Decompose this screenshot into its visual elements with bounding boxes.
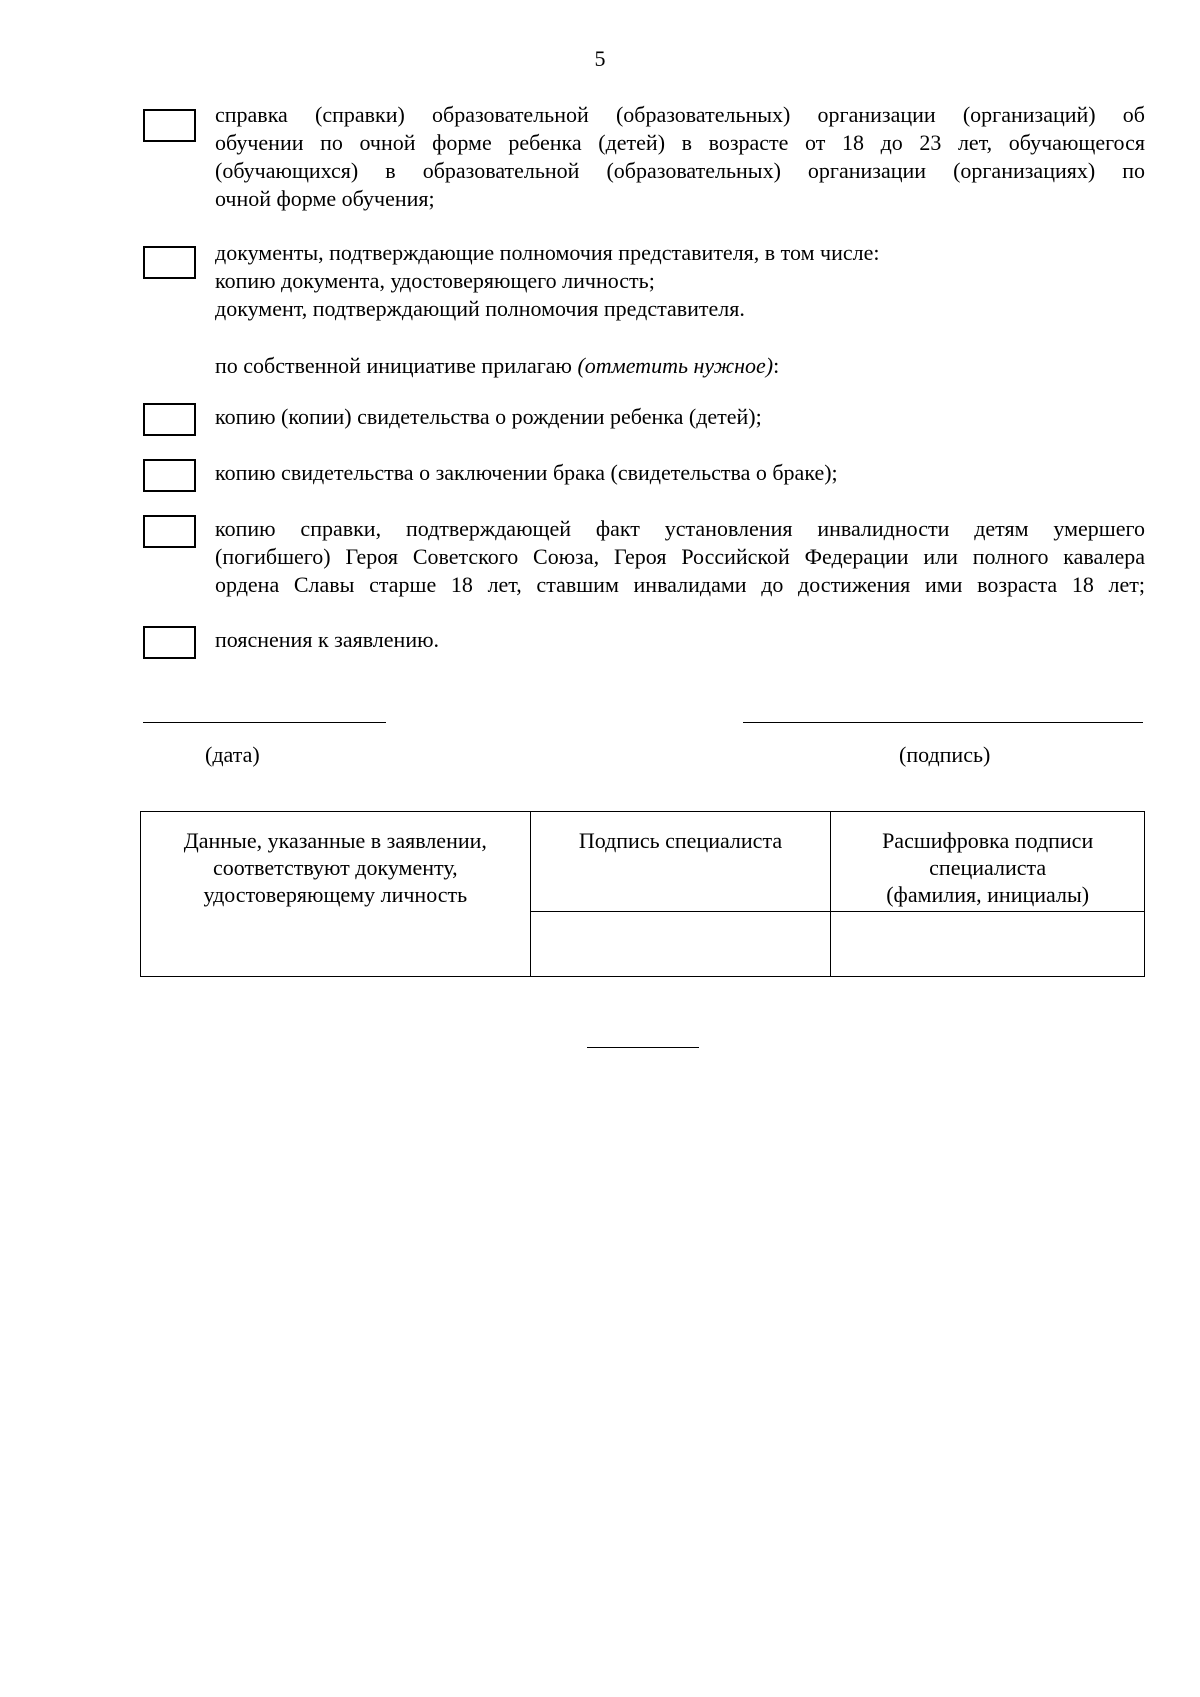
item-representative-documents <box>215 239 1145 323</box>
table-cell-data-check <box>141 812 531 977</box>
signature-decoding-field[interactable] <box>831 912 1145 977</box>
item-disability-certificate <box>215 515 1145 599</box>
checkbox-disability-certificate[interactable] <box>143 515 196 548</box>
table-header-specialist-signature <box>530 812 831 912</box>
checkbox-education-certificate[interactable] <box>143 109 196 142</box>
own-initiative-label <box>215 352 779 380</box>
text-line: копию свидетельства о заключении брака (свидетельства о браке); <box>215 460 838 485</box>
page-number: 5 <box>594 46 606 71</box>
cell-line: Расшифровка подписи <box>882 828 1094 853</box>
text-line: документы, подтверждающие полномочия представителя, в том числе: <box>215 240 880 265</box>
cell-line: соответствуют документу, <box>212 855 458 880</box>
signature-line[interactable] <box>743 722 1143 723</box>
cell-line: специалиста <box>929 855 1047 880</box>
text-line: копию справки, подтверждающей факт установления инвалидности детям умершего <box>215 516 1145 541</box>
own-initiative-hint: (отметить нужное) <box>577 353 774 378</box>
cell-line: Подпись специалиста <box>578 828 783 853</box>
text-line: (обучающихся) в образовательной (образовательных) организации (организациях) по <box>215 158 1145 183</box>
item-explanations <box>215 626 1145 654</box>
table-header-signature-decoding <box>831 812 1145 912</box>
cell-line: удостоверяющему личность <box>203 882 468 907</box>
text-line: пояснения к заявлению. <box>215 627 440 652</box>
table-row <box>141 812 1145 912</box>
item-birth-certificate <box>215 403 1145 431</box>
own-initiative-text: по собственной инициативе прилагаю <box>215 353 578 378</box>
signature-caption: (подпись) <box>899 742 991 767</box>
text-line: очной форме обучения; <box>215 186 435 211</box>
text-line: копию документа, удостоверяющего личность; <box>215 268 655 293</box>
item-marriage-certificate <box>215 459 1145 487</box>
checkbox-explanations[interactable] <box>143 626 196 659</box>
checkbox-representative-documents[interactable] <box>143 246 196 279</box>
checkbox-birth-certificate[interactable] <box>143 403 196 436</box>
cell-line: Данные, указанные в заявлении, <box>183 828 487 853</box>
text-line: (погибшего) Героя Советского Союза, Героя Российской Федерации или полного кавалера <box>215 544 1145 569</box>
date-caption: (дата) <box>205 742 260 767</box>
text-line: копию (копии) свидетельства о рождении ребенка (детей); <box>215 404 762 429</box>
item-education-certificate <box>215 101 1145 213</box>
bottom-divider <box>587 1047 699 1048</box>
text-line: обучении по очной форме ребенка (детей) в возрасте от 18 до 23 лет, обучающегося <box>215 130 1145 155</box>
date-line[interactable] <box>143 722 386 723</box>
text-line: документ, подтверждающий полномочия представителя. <box>215 296 745 321</box>
cell-line: (фамилия, инициалы) <box>886 882 1090 907</box>
own-initiative-suffix: : <box>773 353 780 378</box>
checkbox-marriage-certificate[interactable] <box>143 459 196 492</box>
text-line: справка (справки) образовательной (образовательных) организации (организаций) об <box>215 102 1145 127</box>
specialist-table <box>140 811 1145 977</box>
text-line: ордена Славы старше 18 лет, ставшим инвалидами до достижения ими возраста 18 лет; <box>215 572 1145 597</box>
specialist-signature-field[interactable] <box>530 912 831 977</box>
